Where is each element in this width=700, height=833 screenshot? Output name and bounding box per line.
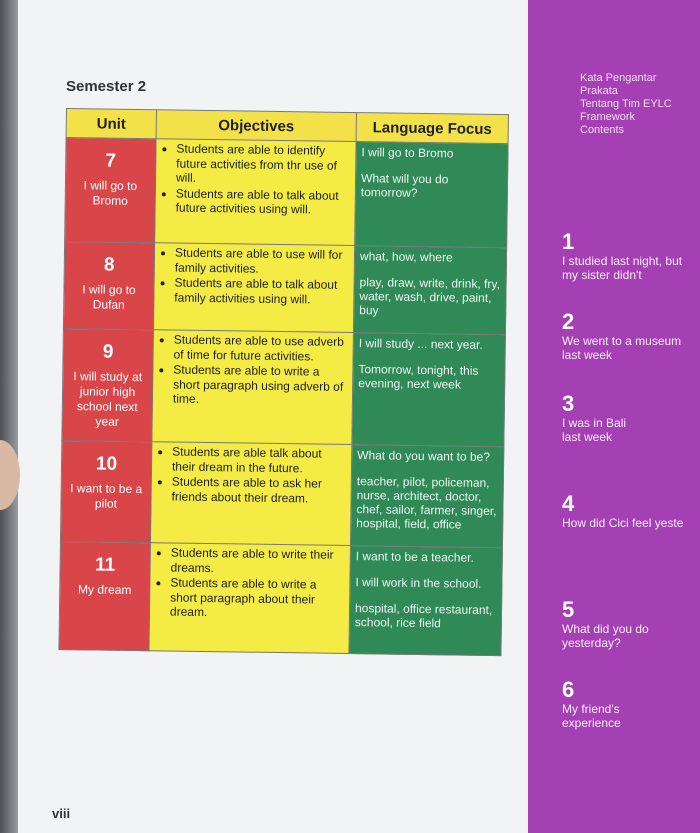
unit-title: I will study at junior high school next year	[73, 369, 143, 429]
chapter-title: How did Cici feel yeste	[562, 516, 684, 530]
language-focus-cell	[352, 333, 506, 447]
unit-number: 7	[105, 150, 117, 172]
chapter-entry	[562, 678, 642, 730]
unit-number: 8	[103, 254, 115, 276]
toc-item: Contents	[580, 124, 625, 136]
chapter-title: My friend's experience	[562, 702, 621, 730]
chapter-number: 1	[562, 229, 575, 254]
unit-cell	[59, 541, 150, 650]
objectives-cell	[155, 139, 356, 246]
unit-title: I want to be a pilot	[70, 481, 143, 511]
objective-item: • Students are able to use adverb of time for future activities.	[173, 333, 348, 364]
toc-item: Tentang Tim EYLC	[580, 98, 672, 110]
unit-number: 11	[94, 554, 116, 576]
table-row	[60, 440, 503, 547]
chapter-title: I was in Bali last week	[562, 416, 627, 444]
objective-item: • Students are able to identify future activities from thr use of will.	[176, 142, 352, 188]
toc-item: Framework	[580, 111, 636, 123]
unit-number: 10	[95, 453, 118, 475]
language-focus-cell	[353, 246, 506, 335]
language-focus-item: I will go to Bromo	[361, 145, 454, 161]
unit-cell	[60, 440, 151, 542]
chapter-number: 6	[562, 677, 575, 702]
unit-title: I will go to Dufan	[82, 282, 136, 312]
language-focus-item: I will work in the school.	[355, 575, 482, 591]
language-focus-item: play, draw, write, drink, fry, water, wash, drive, paint, buy	[359, 275, 500, 318]
header-language-focus: Language Focus	[356, 113, 508, 144]
toc-item: Prakata	[580, 85, 618, 97]
objective-item: • Students are able to write their dreams.	[170, 546, 345, 577]
objective-item: • Students are able talk about their dream in the future.	[172, 445, 347, 476]
language-focus-item: I want to be a teacher.	[355, 549, 474, 565]
objective-item: • Students are able to use will for family activities.	[175, 246, 350, 277]
language-focus-item: teacher, pilot, policeman, nurse, architect, doctor, chef, sailor, farmer, singer, hospital, field, office	[356, 474, 497, 532]
unit-title: My dream	[78, 582, 132, 597]
objectives-cell	[149, 543, 350, 654]
semester-title: Semester 2	[66, 78, 147, 95]
table-row	[59, 541, 502, 655]
table-row	[65, 138, 508, 248]
unit-cell	[63, 241, 154, 329]
language-focus-item: What will you do tomorrow?	[360, 171, 449, 200]
toc-item: Kata Pengantar	[580, 72, 657, 84]
objectives-cell	[153, 243, 354, 333]
chapter-number: 2	[562, 309, 575, 334]
book-left-edge	[0, 0, 18, 833]
header-objectives: Objectives	[156, 110, 356, 142]
unit-cell	[62, 328, 154, 441]
chapter-entry	[562, 598, 672, 650]
right-page	[528, 0, 700, 833]
language-focus-item: I will study ... next year.	[358, 336, 483, 352]
language-focus-item: what, how, where	[359, 249, 453, 265]
left-page	[18, 0, 529, 833]
page-number: viii	[52, 806, 71, 821]
chapter-number: 3	[562, 391, 575, 416]
unit-title: I will go to Bromo	[83, 178, 138, 208]
language-focus-item: Tomorrow, tonight, this evening, next week	[358, 362, 479, 392]
curriculum-table	[58, 108, 509, 656]
objective-item: • Students are able to ask her friends about their dream.	[171, 475, 346, 506]
table-row	[63, 241, 506, 334]
objective-item: • Students are able to write a short paragraph using adverb of time.	[173, 363, 349, 409]
chapter-title: I studied last night, but my sister didn't	[562, 254, 683, 282]
chapter-number: 5	[562, 597, 575, 622]
language-focus-cell	[350, 445, 503, 548]
chapter-entry	[562, 310, 700, 362]
toc-list	[580, 72, 672, 137]
language-focus-cell	[349, 546, 502, 656]
objectives-cell	[152, 330, 354, 445]
language-focus-item: What do you want to be?	[357, 448, 491, 464]
chapter-entry	[562, 230, 700, 282]
chapter-entry	[562, 392, 642, 444]
chapter-title: We went to a museum last week	[562, 334, 682, 362]
unit-number: 9	[102, 341, 114, 363]
table-row	[62, 328, 506, 446]
chapter-number: 4	[562, 491, 575, 516]
objective-item: • Students are able to talk about future activities using will.	[176, 186, 351, 217]
language-focus-item: hospital, office restaurant, school, rice field	[354, 601, 493, 631]
objectives-cell	[150, 442, 351, 546]
chapter-entry	[562, 492, 700, 530]
objective-item: • Students are able to talk about family activities using will.	[174, 276, 349, 307]
language-focus-cell	[355, 142, 508, 248]
chapter-title: What did you do yesterday?	[562, 622, 649, 650]
unit-cell	[65, 138, 156, 243]
header-unit: Unit	[66, 109, 156, 139]
objective-item: • Students are able to write a short paragraph about their dream.	[170, 576, 346, 622]
